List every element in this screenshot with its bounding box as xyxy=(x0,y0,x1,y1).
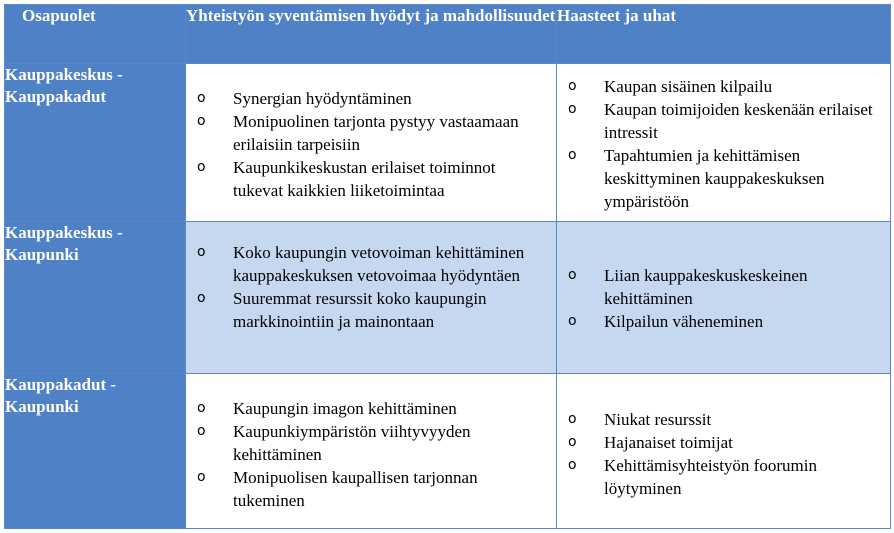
list-item xyxy=(568,98,880,144)
benefits-cell xyxy=(186,222,557,374)
table-row xyxy=(5,64,891,222)
header-challenges: Haasteet ja uhat xyxy=(557,5,891,64)
list-item-text: Kaupunkiympäristön viihtyvyyden kehittäminen xyxy=(233,422,471,464)
list-item xyxy=(197,110,542,156)
list-item xyxy=(197,156,542,202)
challenges-list xyxy=(557,222,890,333)
list-item-text: Monipuolinen tarjonta pystyy vastaamaan erilaisiin tarpeisiin xyxy=(233,112,519,154)
list-item-text: Suuremmat resurssit koko kaupungin markkinointiin ja mainontaan xyxy=(233,289,487,331)
list-item-text: Monipuolisen kaupallisen tarjonnan tukeminen xyxy=(233,468,478,510)
list-item-text: Tapahtumien ja kehittämisen keskittyminen kauppakeskuksen ympäristöön xyxy=(604,146,825,211)
row-party-label: Kauppakeskus - Kaupunki xyxy=(5,222,186,374)
bullet-icon: o xyxy=(568,267,577,283)
list-item xyxy=(197,87,542,110)
list-item-text: Niukat resurssit xyxy=(604,410,712,429)
list-item-text: Hajanaiset toimijat xyxy=(604,433,733,452)
table-row xyxy=(5,222,891,374)
bullet-icon: o xyxy=(568,434,577,450)
benefits-cell xyxy=(186,64,557,222)
row-party-label: Kauppakadut - Kaupunki xyxy=(5,374,186,529)
benefits-list xyxy=(186,222,556,333)
bullet-icon: o xyxy=(197,159,206,175)
list-item-text: Kaupan toimijoiden keskenään erilaiset intressit xyxy=(604,100,873,142)
bullet-icon: o xyxy=(568,457,577,473)
list-item xyxy=(197,241,542,287)
list-item xyxy=(197,287,542,333)
benefits-list xyxy=(186,374,556,512)
header-benefits: Yhteistyön syventämisen hyödyt ja mahdollisuudet xyxy=(186,5,557,64)
list-item-text: Kilpailun väheneminen xyxy=(604,312,764,331)
list-item xyxy=(568,408,880,431)
challenges-list xyxy=(557,64,890,213)
bullet-icon: o xyxy=(197,244,206,260)
bullet-icon: o xyxy=(568,313,577,329)
list-item xyxy=(197,466,542,512)
list-item xyxy=(568,144,880,213)
list-item-text: Kaupunkikeskustan erilaiset toiminnot tukevat kaikkien liiketoimintaa xyxy=(233,158,496,200)
bullet-icon: o xyxy=(197,113,206,129)
row-party-label: Kauppakeskus - Kauppakadut xyxy=(5,64,186,222)
list-item-text: Kaupan sisäinen kilpailu xyxy=(604,77,773,96)
list-item-text: Synergian hyödyntäminen xyxy=(233,89,412,108)
list-item xyxy=(568,310,880,333)
table-row xyxy=(5,374,891,529)
list-item xyxy=(568,431,880,454)
bullet-icon: o xyxy=(197,423,206,439)
bullet-icon: o xyxy=(568,101,577,117)
challenges-cell xyxy=(557,222,891,374)
header-row xyxy=(5,5,891,64)
list-item-text: Kehittämisyhteistyön foorumin löytyminen xyxy=(604,456,817,498)
bullet-icon: o xyxy=(197,90,206,106)
challenges-cell xyxy=(557,64,891,222)
list-item xyxy=(568,454,880,500)
challenges-list xyxy=(557,374,890,500)
cooperation-matrix-table xyxy=(4,4,891,529)
list-item xyxy=(568,75,880,98)
list-item-text: Kaupungin imagon kehittäminen xyxy=(233,399,457,418)
benefits-cell xyxy=(186,374,557,529)
bullet-icon: o xyxy=(568,411,577,427)
list-item xyxy=(197,397,542,420)
list-item xyxy=(197,420,542,466)
bullet-icon: o xyxy=(568,78,577,94)
list-item-text: Liian kauppakeskuskeskeinen kehittäminen xyxy=(604,266,808,308)
bullet-icon: o xyxy=(197,290,206,306)
bullet-icon: o xyxy=(197,469,206,485)
list-item xyxy=(568,264,880,310)
bullet-icon: o xyxy=(197,400,206,416)
challenges-cell xyxy=(557,374,891,529)
benefits-list xyxy=(186,64,556,202)
bullet-icon: o xyxy=(568,147,577,163)
list-item-text: Koko kaupungin vetovoiman kehittäminen kauppakeskuksen vetovoimaa hyödyntäen xyxy=(233,243,525,285)
header-parties: Osapuolet xyxy=(5,5,186,64)
